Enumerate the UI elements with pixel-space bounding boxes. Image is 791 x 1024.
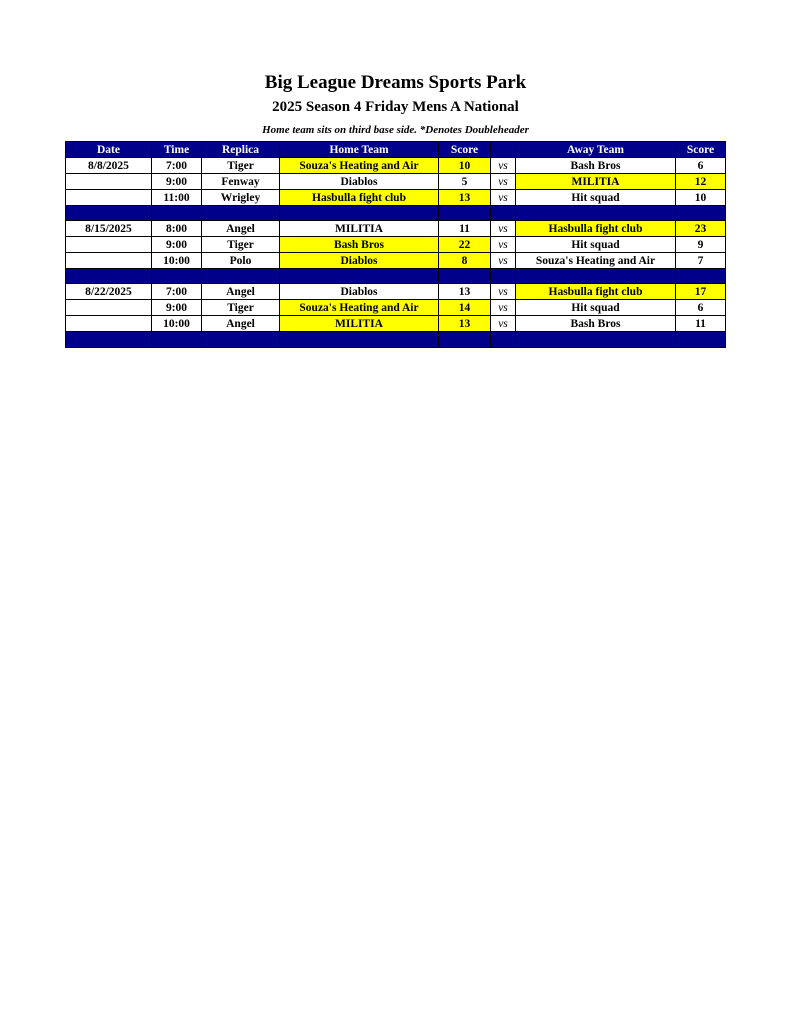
away-team: Bash Bros: [516, 316, 676, 332]
home-team: MILITIA: [280, 316, 439, 332]
column-header-time: Time: [152, 142, 202, 158]
game-replica-field: Tiger: [202, 300, 280, 316]
separator-cell: [516, 206, 676, 221]
schedule-body: [66, 158, 726, 348]
game-time: 11:00: [152, 190, 202, 206]
home-score: 13: [439, 316, 491, 332]
week-separator-row: [66, 269, 726, 284]
home-score: 13: [439, 190, 491, 206]
versus-label: vs: [491, 284, 516, 300]
game-date: 8/22/2025: [66, 284, 152, 300]
game-replica-field: Fenway: [202, 174, 280, 190]
game-date: [66, 316, 152, 332]
game-replica-field: Wrigley: [202, 190, 280, 206]
game-row: [66, 300, 726, 316]
separator-cell: [516, 269, 676, 284]
column-header-date: Date: [66, 142, 152, 158]
game-replica-field: Angel: [202, 284, 280, 300]
separator-cell: [676, 206, 726, 221]
game-date: [66, 174, 152, 190]
separator-cell: [516, 332, 676, 348]
away-score: 6: [676, 300, 726, 316]
home-score: 8: [439, 253, 491, 269]
versus-label: vs: [491, 158, 516, 174]
versus-label: vs: [491, 174, 516, 190]
game-row: [66, 221, 726, 237]
column-header-replica: Replica: [202, 142, 280, 158]
game-time: 7:00: [152, 284, 202, 300]
versus-label: vs: [491, 300, 516, 316]
game-row: [66, 316, 726, 332]
page-subtitle: 2025 Season 4 Friday Mens A National: [272, 99, 519, 115]
versus-label: vs: [491, 316, 516, 332]
game-replica-field: Tiger: [202, 158, 280, 174]
separator-cell: [439, 332, 491, 348]
versus-label: vs: [491, 237, 516, 253]
separator-cell: [202, 269, 280, 284]
home-score: 22: [439, 237, 491, 253]
game-replica-field: Tiger: [202, 237, 280, 253]
home-score: 14: [439, 300, 491, 316]
away-score: 12: [676, 174, 726, 190]
separator-cell: [491, 332, 516, 348]
game-date: [66, 237, 152, 253]
week-separator-row: [66, 206, 726, 221]
game-row: [66, 174, 726, 190]
separator-cell: [152, 332, 202, 348]
game-time: 7:00: [152, 158, 202, 174]
column-header-away-team: Away Team: [516, 142, 676, 158]
separator-cell: [280, 332, 439, 348]
away-team: Bash Bros: [516, 158, 676, 174]
away-team: Hasbulla fight club: [516, 221, 676, 237]
home-team: Bash Bros: [280, 237, 439, 253]
home-team: Diablos: [280, 284, 439, 300]
home-score: 13: [439, 284, 491, 300]
game-row: [66, 158, 726, 174]
versus-label: vs: [491, 253, 516, 269]
separator-cell: [202, 332, 280, 348]
separator-cell: [491, 206, 516, 221]
separator-cell: [439, 269, 491, 284]
separator-cell: [676, 332, 726, 348]
game-time: 10:00: [152, 253, 202, 269]
away-team: Hit squad: [516, 300, 676, 316]
game-date: 8/15/2025: [66, 221, 152, 237]
game-replica-field: Polo: [202, 253, 280, 269]
home-team: Souza's Heating and Air: [280, 300, 439, 316]
column-header-away-score: Score: [676, 142, 726, 158]
game-row: [66, 190, 726, 206]
game-date: [66, 300, 152, 316]
versus-label: vs: [491, 221, 516, 237]
home-team: Hasbulla fight club: [280, 190, 439, 206]
separator-cell: [66, 332, 152, 348]
page-title: Big League Dreams Sports Park: [264, 72, 527, 93]
column-header-vs: [491, 142, 516, 158]
home-score: 5: [439, 174, 491, 190]
column-header-home-score: Score: [439, 142, 491, 158]
doubleheader-note: Home team sits on third base side. *Denotes Doubleheader: [262, 124, 529, 136]
game-date: 8/8/2025: [66, 158, 152, 174]
away-score: 17: [676, 284, 726, 300]
game-row: [66, 237, 726, 253]
home-score: 11: [439, 221, 491, 237]
game-row: [66, 284, 726, 300]
away-team: Souza's Heating and Air: [516, 253, 676, 269]
away-team: Hit squad: [516, 190, 676, 206]
home-score: 10: [439, 158, 491, 174]
separator-cell: [280, 206, 439, 221]
away-score: 23: [676, 221, 726, 237]
away-score: 9: [676, 237, 726, 253]
home-team: Souza's Heating and Air: [280, 158, 439, 174]
away-score: 7: [676, 253, 726, 269]
separator-cell: [491, 269, 516, 284]
game-time: 9:00: [152, 237, 202, 253]
game-replica-field: Angel: [202, 221, 280, 237]
separator-cell: [676, 269, 726, 284]
separator-cell: [66, 206, 152, 221]
game-date: [66, 190, 152, 206]
game-time: 8:00: [152, 221, 202, 237]
week-separator-row: [66, 332, 726, 348]
away-team: Hasbulla fight club: [516, 284, 676, 300]
separator-cell: [280, 269, 439, 284]
home-team: Diablos: [280, 253, 439, 269]
versus-label: vs: [491, 190, 516, 206]
game-time: 9:00: [152, 300, 202, 316]
game-date: [66, 253, 152, 269]
separator-cell: [66, 269, 152, 284]
home-team: Diablos: [280, 174, 439, 190]
header-row: [66, 142, 726, 158]
away-team: MILITIA: [516, 174, 676, 190]
separator-cell: [439, 206, 491, 221]
schedule-table: [65, 141, 726, 348]
separator-cell: [152, 269, 202, 284]
separator-cell: [152, 206, 202, 221]
game-time: 10:00: [152, 316, 202, 332]
away-score: 10: [676, 190, 726, 206]
column-header-home-team: Home Team: [280, 142, 439, 158]
game-replica-field: Angel: [202, 316, 280, 332]
away-team: Hit squad: [516, 237, 676, 253]
away-score: 11: [676, 316, 726, 332]
away-score: 6: [676, 158, 726, 174]
game-row: [66, 253, 726, 269]
game-time: 9:00: [152, 174, 202, 190]
home-team: MILITIA: [280, 221, 439, 237]
separator-cell: [202, 206, 280, 221]
